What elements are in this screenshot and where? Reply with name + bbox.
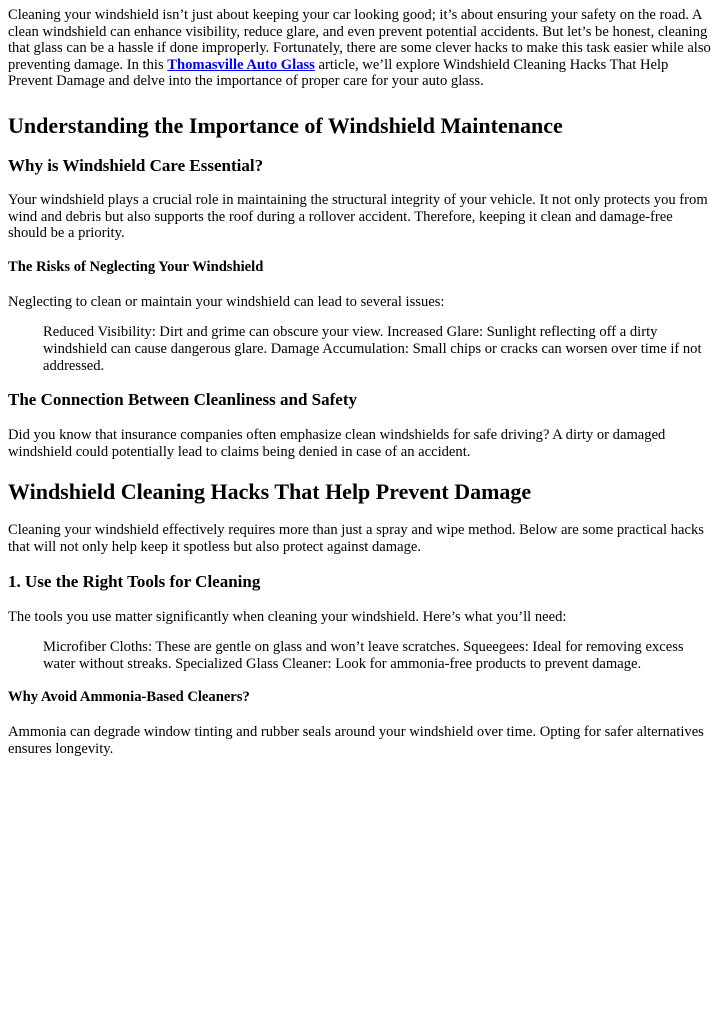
subheading-right-tools: 1. Use the Right Tools for Cleaning [8,571,261,591]
blockquote-tools-list: Microfiber Cloths: These are gentle on glass and won’t leave scratches. Squeegees: Ideal for removing excess water without streaks. Specialized Glass Cleaner: Look for ammonia-free products to prevent damage. [43,639,684,672]
intro-text-before-link: Cleaning your windshield isn’t just about keeping your car looking good; it’s about ensuring your safety on the road. A clean windshield can enhance visibility, reduce glare, and even prevent potential accidents. But let’s be honest, cleaning that glass can be a hassle if done improperly. Fortunately, there are some clever hacks to make this task easier while also preventing damage. In this [8,7,711,73]
paragraph-cleaning-hacks-intro: Cleaning your windshield effectively requires more than just a spray and wipe method. Below are some practical hacks that will not only help keep it spotless but also protect against damage. [8,522,704,555]
intro-text-after-link: article, we’ll explore Windshield Cleaning Hacks That Help Prevent Damage and delve into the importance of proper care for your auto glass. [8,56,669,90]
paragraph-avoid-ammonia: Ammonia can degrade window tinting and rubber seals around your windshield over time. Opting for safer alternatives ensures longevity. [8,724,704,757]
article [8,0,714,757]
section-heading-cleaning-hacks: Windshield Cleaning Hacks That Help Prevent Damage [8,479,532,505]
intro-paragraph [8,7,714,90]
paragraph-why-care-essential: Your windshield plays a crucial role in maintaining the structural integrity of your vehicle. It not only protects you from wind and debris but also supports the roof during a rollover accident. Therefore, keeping it clean and damage-free should be a priority. [8,191,708,242]
subheading-risks-of-neglect: The Risks of Neglecting Your Windshield [8,258,264,275]
subheading-cleanliness-and-safety: The Connection Between Cleanliness and Safety [8,390,357,410]
thomasville-auto-glass-link[interactable]: Thomasville Auto Glass [167,56,315,73]
paragraph-right-tools: The tools you use matter significantly when cleaning your windshield. Here’s what you’ll need: [8,608,567,625]
paragraph-cleanliness-and-safety: Did you know that insurance companies often emphasize clean windshields for safe driving? A dirty or damaged windshield could potentially lead to claims being denied in case of an accident. [8,427,666,460]
subheading-why-care-essential: Why is Windshield Care Essential? [8,155,264,175]
subheading-avoid-ammonia: Why Avoid Ammonia-Based Cleaners? [8,689,250,706]
blockquote-risks-list: Reduced Visibility: Dirt and grime can obscure your view. Increased Glare: Sunlight reflecting off a dirty windshield can cause dangerous glare. Damage Accumulation: Small chips or cracks can worsen over time if not addressed. [43,324,702,374]
section-heading-importance: Understanding the Importance of Windshield Maintenance [8,112,563,138]
paragraph-risks-of-neglect: Neglecting to clean or maintain your windshield can lead to several issues: [8,293,445,310]
